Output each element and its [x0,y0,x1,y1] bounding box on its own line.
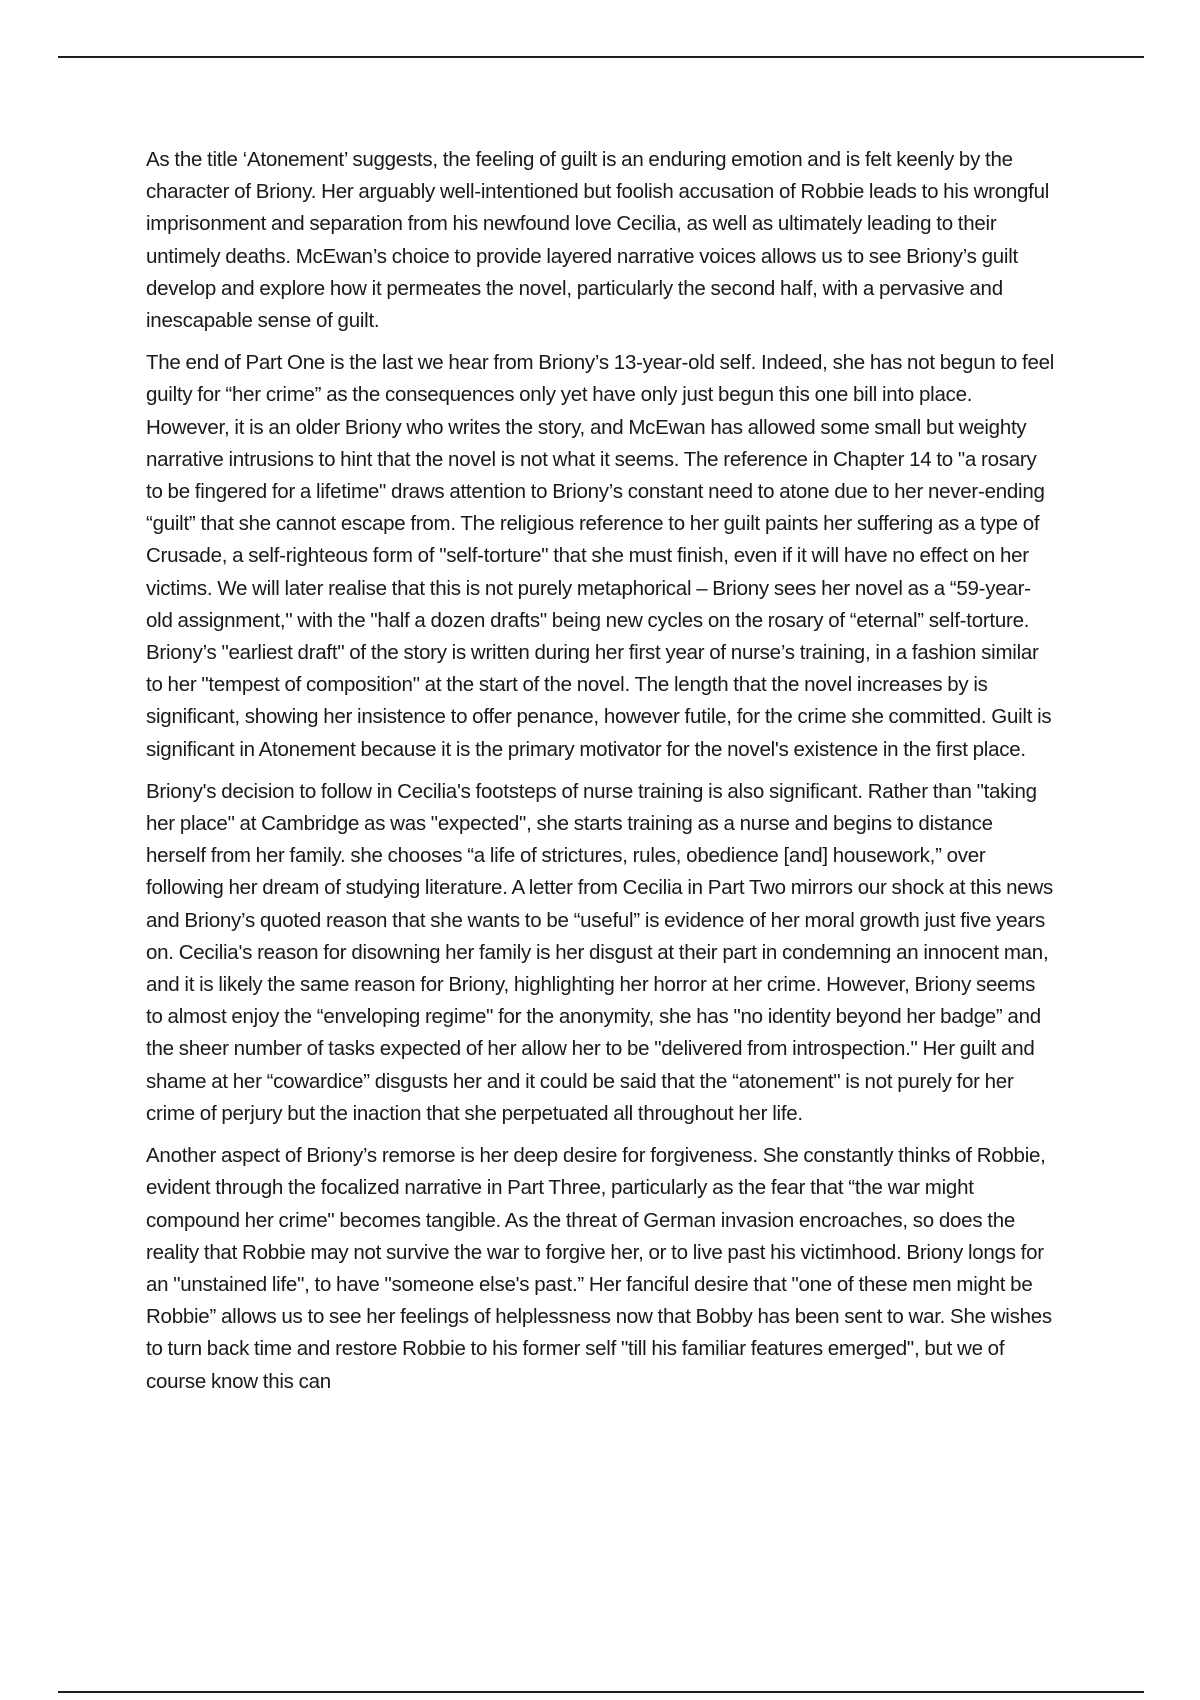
paragraph-1: As the title ‘Atonement’ suggests, the feeling of guilt is an enduring emotion and is felt keenly by the character of Briony. Her arguably well-intentioned but foolish accusation of Robbie leads to his wrongful imprisonment and separation from his newfound love Cecilia, as well as ultimately leading to their untimely deaths. McEwan’s choice to provide layered narrative voices allows us to see Briony’s guilt develop and explore how it permeates the novel, particularly the second half, with a pervasive and inescapable sense of guilt. [146,148,1050,333]
footer-rule [58,1691,1144,1693]
paragraph-2: The end of Part One is the last we hear from Briony’s 13-year-old self. Indeed, she has not begun to feel guilty for “her crime” as the consequences only yet have only just begun this one bill into place. However, it is an older Briony who writes the story, and McEwan has allowed some small but weighty narrative intrusions to hint that the novel is not what it seems. The reference in Chapter 14 to "a rosary to be fingered for a lifetime" draws attention to Briony’s constant need to atone due to her never-ending “guilt” that she cannot escape from. The religious reference to her guilt paints her suffering as a type of Crusade, a self-righteous form of "self-torture" that she must finish, even if it will have no effect on her victims. We will later realise that this is not purely metaphorical – Briony sees her novel as a “59-year-old assignment," with the "half a dozen drafts" being new cycles on the rosary of “eternal” self-torture. Briony’s "earliest draft" of the story is written during her first year of nurse’s training, in a fashion similar to her "tempest of composition" at the start of the novel. The length that the novel increases by is significant, showing her insistence to offer penance, however futile, for the crime she committed. Guilt is significant in Atonement because it is the primary motivator for the novel's existence in the first place. [146,351,1055,761]
header-rule [58,56,1144,58]
paragraph-4: Another aspect of Briony’s remorse is her deep desire for forgiveness. She constantly thinks of Robbie, evident through the focalized narrative in Part Three, particularly as the fear that “the war might compound her crime" becomes tangible. As the threat of German invasion encroaches, so does the reality that Robbie may not survive the war to forgive her, or to live past his victimhood. Briony longs for an "unstained life", to have "someone else's past.” Her fanciful desire that "one of these men might be Robbie” allows us to see her feelings of helplessness now that Bobby has been sent to war. She wishes to turn back time and restore Robbie to his former self "till his familiar features emerged", but we of course know this can [146,1144,1052,1393]
document-body [146,144,1056,1408]
paragraph-3: Briony's decision to follow in Cecilia's footsteps of nurse training is also significant. Rather than "taking her place" at Cambridge as was "expected", she starts training as a nurse and begins to distance herself from her family. she chooses “a life of strictures, rules, obedience [and] housework,” over following her dream of studying literature. A letter from Cecilia in Part Two mirrors our shock at this news and Briony’s quoted reason that she wants to be “useful” is evidence of her moral growth just five years on. Cecilia's reason for disowning her family is her disgust at their part in condemning an innocent man, and it is likely the same reason for Briony, highlighting her horror at her crime. However, Briony seems to almost enjoy the “enveloping regime" for the anonymity, she has "no identity beyond her badge” and the sheer number of tasks expected of her allow her to be "delivered from introspection." Her guilt and shame at her “cowardice” disgusts her and it could be said that the “atonement" is not purely for her crime of perjury but the inaction that she perpetuated all throughout her life. [146,779,1054,1125]
